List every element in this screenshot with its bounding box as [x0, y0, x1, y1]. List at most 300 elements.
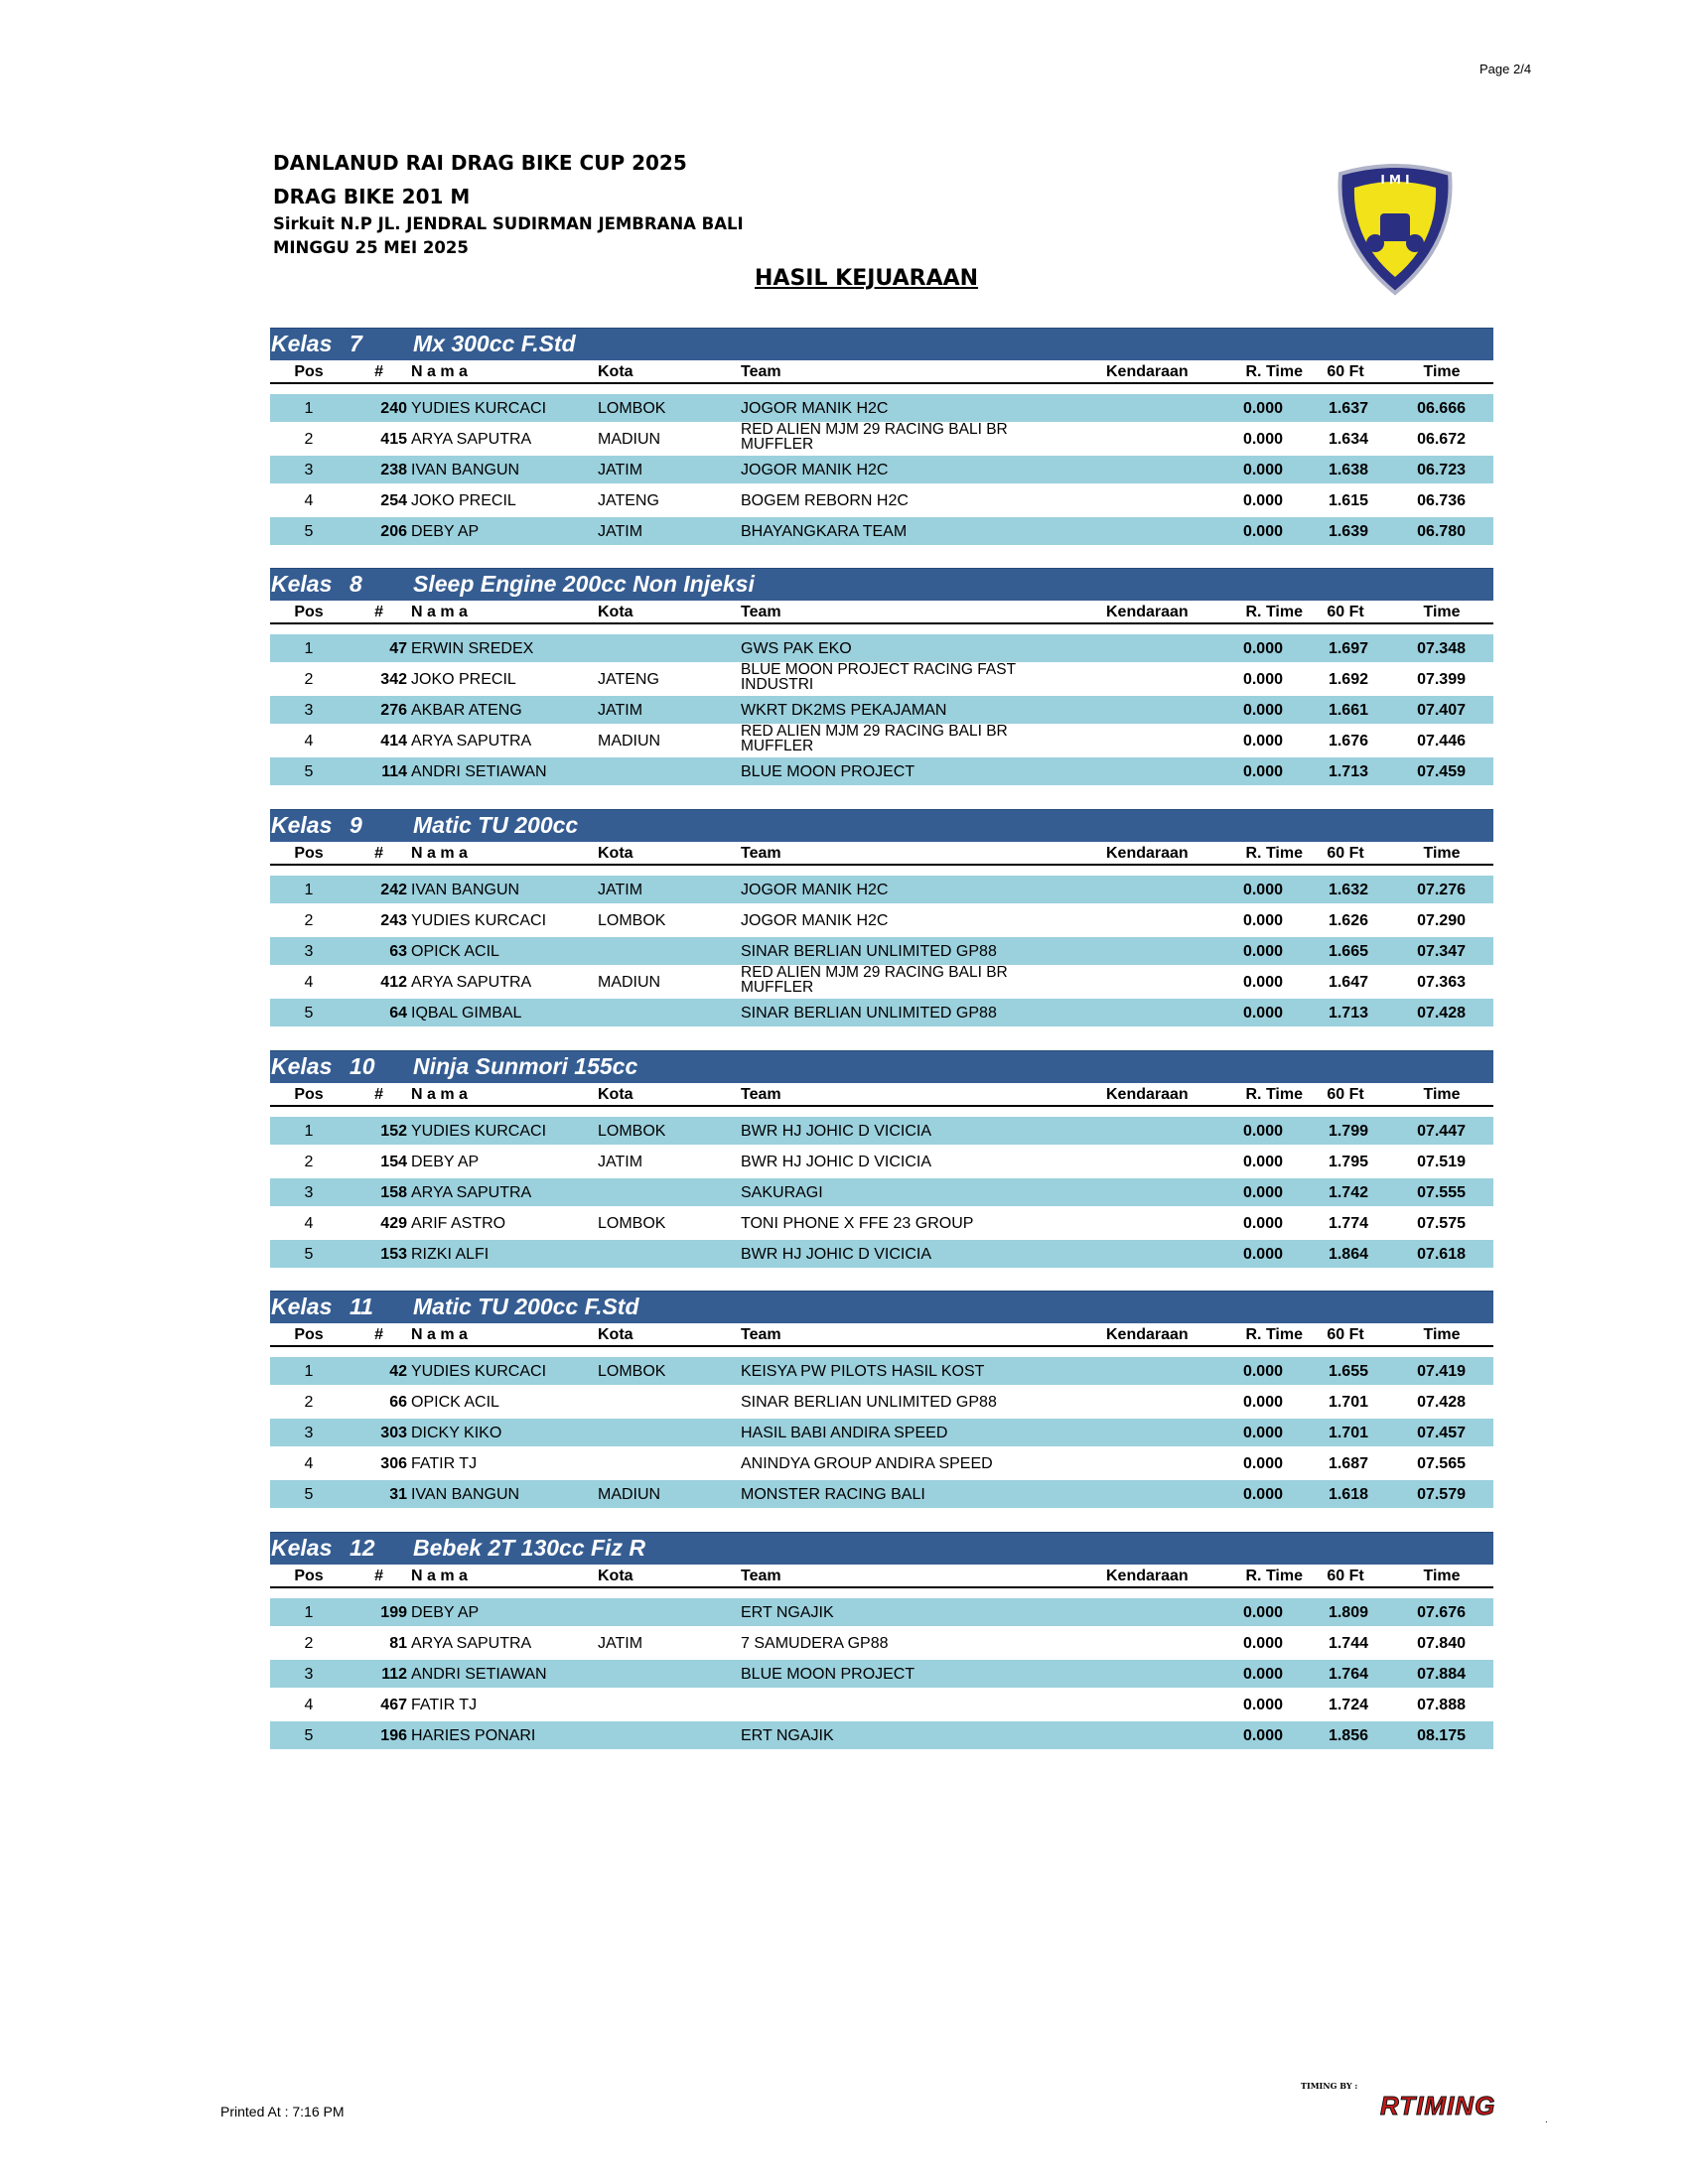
col-time: Time: [1423, 1326, 1461, 1343]
cell-num: 66: [389, 1394, 407, 1411]
col-60ft: 60 Ft: [1327, 845, 1364, 862]
cell-num: 206: [380, 523, 407, 540]
col-60ft: 60 Ft: [1327, 604, 1364, 620]
col-pos: Pos: [294, 604, 324, 620]
cell-ft60: 1.618: [1328, 1486, 1368, 1503]
cell-team: BWR HJ JOHIC D VICICIA: [741, 1246, 932, 1263]
class-name: Sleep Engine 200cc Non Injeksi: [413, 571, 755, 597]
cell-time: 07.399: [1417, 671, 1466, 688]
col-60ft: 60 Ft: [1327, 1568, 1364, 1584]
table-body: [270, 1117, 1493, 1268]
class-name: Mx 300cc F.Std: [413, 331, 576, 356]
col-name: N a m a: [411, 845, 468, 862]
cell-time: 07.276: [1417, 882, 1466, 898]
cell-time: 07.428: [1417, 1005, 1466, 1022]
cell-ft60: 1.856: [1328, 1727, 1368, 1744]
cell-time: 07.676: [1417, 1604, 1466, 1621]
cell-team: ERT NGAJIK: [741, 1604, 834, 1621]
table-header: [270, 1083, 1493, 1107]
col-60ft: 60 Ft: [1327, 1086, 1364, 1103]
cell-pos: 2: [304, 1154, 314, 1170]
cell-ft60: 1.697: [1328, 640, 1368, 657]
cell-rtime: 0.000: [1242, 943, 1283, 960]
col-team: Team: [741, 1326, 781, 1343]
col-time: Time: [1423, 1086, 1461, 1103]
cell-num: 342: [380, 671, 407, 688]
cell-rtime: 0.000: [1242, 1635, 1283, 1652]
col-kota: Kota: [598, 1568, 633, 1584]
cell-ft60: 1.665: [1328, 943, 1368, 960]
cell-rtime: 0.000: [1242, 1394, 1283, 1411]
table-row: [270, 757, 1493, 785]
table-header: [270, 601, 1493, 624]
cell-rtime: 0.000: [1242, 1604, 1283, 1621]
cell-pos: 4: [304, 974, 314, 991]
cell-ft60: 1.701: [1328, 1425, 1368, 1441]
cell-team: GWS PAK EKO: [741, 640, 852, 657]
cell-ft60: 1.799: [1328, 1123, 1368, 1140]
cell-rtime: 0.000: [1242, 523, 1283, 540]
cell-rtime: 0.000: [1242, 640, 1283, 657]
cell-num: 199: [380, 1604, 407, 1621]
cell-kota: MADIUN: [598, 974, 661, 991]
table-row: [270, 1209, 1493, 1237]
table-header: [270, 842, 1493, 866]
cell-time: 06.723: [1417, 462, 1466, 478]
cell-name: OPICK ACIL: [411, 943, 499, 960]
cell-ft60: 1.774: [1328, 1215, 1368, 1232]
cell-kota: LOMBOK: [598, 912, 666, 929]
cell-ft60: 1.692: [1328, 671, 1368, 688]
table-row: [270, 1240, 1493, 1268]
col-num: #: [374, 845, 383, 862]
table-row: [270, 937, 1493, 965]
cell-team: 7 SAMUDERA GP88: [741, 1635, 889, 1652]
cell-rtime: 0.000: [1242, 1363, 1283, 1380]
cell-pos: 1: [304, 882, 314, 898]
cell-pos: 2: [304, 431, 314, 448]
cell-kota: MADIUN: [598, 431, 661, 448]
col-team: Team: [741, 1086, 781, 1103]
table-header: [270, 360, 1493, 384]
cell-num: 158: [380, 1184, 407, 1201]
cell-num: 238: [380, 462, 407, 478]
col-rtime: R. Time: [1245, 363, 1303, 380]
cell-name: ARYA SAPUTRA: [411, 1635, 532, 1652]
cell-time: 07.446: [1417, 733, 1466, 750]
cell-rtime: 0.000: [1242, 912, 1283, 929]
cell-pos: 5: [304, 1005, 314, 1022]
cell-num: 243: [380, 912, 407, 929]
cell-name: YUDIES KURCACI: [411, 912, 547, 929]
cell-time: 06.780: [1417, 523, 1466, 540]
cell-team: ANINDYA GROUP ANDIRA SPEED: [741, 1455, 993, 1472]
kelas-number: 7: [350, 331, 362, 356]
cell-team: SINAR BERLIAN UNLIMITED GP88: [741, 943, 997, 960]
cell-name: HARIES PONARI: [411, 1727, 536, 1744]
cell-time: 07.840: [1417, 1635, 1466, 1652]
cell-num: 154: [380, 1154, 407, 1170]
cell-rtime: 0.000: [1242, 1455, 1283, 1472]
col-kendaraan: Kendaraan: [1106, 1086, 1189, 1103]
cell-ft60: 1.647: [1328, 974, 1368, 991]
cell-time: 07.618: [1417, 1246, 1466, 1263]
cell-num: 81: [389, 1635, 407, 1652]
cell-ft60: 1.661: [1328, 702, 1368, 719]
col-name: N a m a: [411, 1568, 468, 1584]
class-banner: [270, 328, 1493, 360]
table-row: [270, 1419, 1493, 1446]
cell-ft60: 1.687: [1328, 1455, 1368, 1472]
cell-pos: 3: [304, 1666, 314, 1683]
table-row: [270, 486, 1493, 514]
table-row: [270, 999, 1493, 1026]
cell-rtime: 0.000: [1242, 974, 1283, 991]
cell-pos: 5: [304, 1727, 314, 1744]
cell-rtime: 0.000: [1242, 492, 1283, 509]
cell-kota: JATIM: [598, 462, 643, 478]
cell-ft60: 1.626: [1328, 912, 1368, 929]
cell-kota: JATENG: [598, 671, 659, 688]
table-row: [270, 1598, 1493, 1626]
cell-name: ARYA SAPUTRA: [411, 1184, 532, 1201]
cell-time: 07.888: [1417, 1697, 1466, 1713]
table-row: [270, 1660, 1493, 1688]
table-row: [270, 394, 1493, 422]
cell-pos: 2: [304, 912, 314, 929]
col-kota: Kota: [598, 1086, 633, 1103]
cell-name: ERWIN SREDEX: [411, 640, 534, 657]
cell-kota: LOMBOK: [598, 1215, 666, 1232]
cell-time: 07.348: [1417, 640, 1466, 657]
cell-time: 07.884: [1417, 1666, 1466, 1683]
cell-name: IVAN BANGUN: [411, 462, 520, 478]
cell-name: ANDRI SETIAWAN: [411, 763, 547, 780]
table-row: [270, 1721, 1493, 1749]
cell-kota: MADIUN: [598, 733, 661, 750]
cell-team: RED ALIEN MJM 29 RACING BALI BR MUFFLER: [741, 965, 1008, 995]
cell-ft60: 1.795: [1328, 1154, 1368, 1170]
cell-num: 240: [380, 400, 407, 417]
cell-pos: 3: [304, 462, 314, 478]
cell-rtime: 0.000: [1242, 1666, 1283, 1683]
cell-pos: 3: [304, 1425, 314, 1441]
cell-rtime: 0.000: [1242, 1486, 1283, 1503]
cell-ft60: 1.637: [1328, 400, 1368, 417]
class-banner: [270, 568, 1493, 601]
cell-pos: 4: [304, 1697, 314, 1713]
cell-team: KEISYA PW PILOTS HASIL KOST: [741, 1363, 985, 1380]
cell-ft60: 1.701: [1328, 1394, 1368, 1411]
table-row: [270, 1388, 1493, 1416]
class-banner: [270, 809, 1493, 842]
cell-rtime: 0.000: [1242, 1246, 1283, 1263]
class-section-11: [270, 1291, 1493, 1511]
cell-name: DEBY AP: [411, 1604, 480, 1621]
logo-top-text: I M I: [1380, 173, 1410, 187]
kelas-number: 8: [350, 571, 362, 597]
cell-time: 06.666: [1417, 400, 1466, 417]
cell-team: BHAYANGKARA TEAM: [741, 523, 908, 540]
cell-num: 152: [380, 1123, 407, 1140]
cell-time: 07.565: [1417, 1455, 1466, 1472]
event-date: MINGGU 25 MEI 2025: [273, 238, 469, 257]
class-section-8: [270, 568, 1493, 788]
col-num: #: [374, 1326, 383, 1343]
cell-rtime: 0.000: [1242, 882, 1283, 898]
cell-ft60: 1.634: [1328, 431, 1368, 448]
col-time: Time: [1423, 604, 1461, 620]
col-num: #: [374, 363, 383, 380]
col-team: Team: [741, 363, 781, 380]
cell-num: 64: [389, 1005, 407, 1022]
event-subtitle: DRAG BIKE 201 M: [273, 185, 471, 208]
table-row: [270, 724, 1493, 754]
cell-ft60: 1.764: [1328, 1666, 1368, 1683]
table-body: [270, 1598, 1493, 1749]
col-pos: Pos: [294, 1086, 324, 1103]
cell-kota: JATIM: [598, 1635, 643, 1652]
cell-time: 07.555: [1417, 1184, 1466, 1201]
cell-team: BWR HJ JOHIC D VICICIA: [741, 1154, 932, 1170]
cell-rtime: 0.000: [1242, 1005, 1283, 1022]
table-row: [270, 1117, 1493, 1145]
cell-ft60: 1.742: [1328, 1184, 1368, 1201]
cell-team: ERT NGAJIK: [741, 1727, 834, 1744]
class-name: Matic TU 200cc: [413, 812, 579, 838]
cell-ft60: 1.615: [1328, 492, 1368, 509]
cell-num: 153: [380, 1246, 407, 1263]
col-60ft: 60 Ft: [1327, 363, 1364, 380]
col-kota: Kota: [598, 845, 633, 862]
imi-emblem-icon: [1331, 164, 1460, 298]
cell-name: RIZKI ALFI: [411, 1246, 490, 1263]
kelas-label: Kelas: [271, 1294, 333, 1319]
cell-team: WKRT DK2MS PEKAJAMAN: [741, 702, 947, 719]
cell-ft60: 1.655: [1328, 1363, 1368, 1380]
cell-team: HASIL BABI ANDIRA SPEED: [741, 1425, 948, 1441]
cell-num: 306: [380, 1455, 407, 1472]
cell-kota: LOMBOK: [598, 1363, 666, 1380]
cell-name: YUDIES KURCACI: [411, 1363, 547, 1380]
table-row: [270, 1480, 1493, 1508]
class-name: Ninja Sunmori 155cc: [413, 1053, 638, 1079]
table-body: [270, 876, 1493, 1026]
cell-name: YUDIES KURCACI: [411, 1123, 547, 1140]
cell-pos: 2: [304, 671, 314, 688]
timing-logo: [1301, 2081, 1519, 2130]
cell-name: FATIR TJ: [411, 1455, 478, 1472]
cell-pos: 3: [304, 943, 314, 960]
cell-name: FATIR TJ: [411, 1697, 478, 1713]
table-row: [270, 1357, 1493, 1385]
cell-ft60: 1.864: [1328, 1246, 1368, 1263]
cell-name: AKBAR ATENG: [411, 702, 522, 719]
cell-time: 07.457: [1417, 1425, 1466, 1441]
class-section-10: [270, 1050, 1493, 1271]
class-banner: [270, 1532, 1493, 1565]
cell-pos: 2: [304, 1394, 314, 1411]
cell-rtime: 0.000: [1242, 1154, 1283, 1170]
table-row: [270, 696, 1493, 724]
printed-at: Printed At : 7:16 PM: [220, 2104, 345, 2119]
cell-ft60: 1.676: [1328, 733, 1368, 750]
cell-num: 31: [389, 1486, 407, 1503]
cell-team: BLUE MOON PROJECT: [741, 1666, 915, 1683]
cell-pos: 1: [304, 400, 314, 417]
col-num: #: [374, 1086, 383, 1103]
col-kendaraan: Kendaraan: [1106, 1326, 1189, 1343]
timing-brand: RTIMING: [1380, 2091, 1496, 2120]
cell-team: SINAR BERLIAN UNLIMITED GP88: [741, 1005, 997, 1022]
cell-pos: 2: [304, 1635, 314, 1652]
cell-time: 07.363: [1417, 974, 1466, 991]
col-rtime: R. Time: [1245, 1568, 1303, 1584]
table-row: [270, 1178, 1493, 1206]
col-rtime: R. Time: [1245, 1086, 1303, 1103]
table-row: [270, 1449, 1493, 1477]
cell-num: 47: [389, 640, 407, 657]
cell-team: BWR HJ JOHIC D VICICIA: [741, 1123, 932, 1140]
cell-ft60: 1.713: [1328, 763, 1368, 780]
cell-ft60: 1.638: [1328, 462, 1368, 478]
class-banner: [270, 1050, 1493, 1083]
cell-kota: LOMBOK: [598, 1123, 666, 1140]
cell-rtime: 0.000: [1242, 1425, 1283, 1441]
cell-team: BLUE MOON PROJECT: [741, 763, 915, 780]
table-row: [270, 965, 1493, 996]
cell-time: 07.290: [1417, 912, 1466, 929]
timing-by-label: TIMING BY :: [1301, 2081, 1358, 2091]
event-venue: Sirkuit N.P JL. JENDRAL SUDIRMAN JEMBRANA BALI: [273, 214, 744, 233]
col-kota: Kota: [598, 363, 633, 380]
cell-time: 07.347: [1417, 943, 1466, 960]
table-row: [270, 634, 1493, 662]
col-kota: Kota: [598, 1326, 633, 1343]
cell-name: IQBAL GIMBAL: [411, 1005, 522, 1022]
cell-num: 63: [389, 943, 407, 960]
cell-team: JOGOR MANIK H2C: [741, 912, 889, 929]
cell-kota: LOMBOK: [598, 400, 666, 417]
col-60ft: 60 Ft: [1327, 1326, 1364, 1343]
cell-name: ANDRI SETIAWAN: [411, 1666, 547, 1683]
kelas-label: Kelas: [271, 1053, 333, 1079]
table-row: [270, 876, 1493, 903]
class-name: Bebek 2T 130cc Fiz R: [413, 1535, 645, 1561]
class-section-7: [270, 328, 1493, 548]
cell-num: 414: [380, 733, 407, 750]
cell-ft60: 1.744: [1328, 1635, 1368, 1652]
kelas-number: 12: [350, 1535, 375, 1561]
col-pos: Pos: [294, 1326, 324, 1343]
cell-time: 07.575: [1417, 1215, 1466, 1232]
col-kendaraan: Kendaraan: [1106, 845, 1189, 862]
col-kota: Kota: [598, 604, 633, 620]
cell-team: JOGOR MANIK H2C: [741, 462, 889, 478]
col-name: N a m a: [411, 1086, 468, 1103]
col-team: Team: [741, 1568, 781, 1584]
cell-pos: 5: [304, 763, 314, 780]
cell-num: 242: [380, 882, 407, 898]
table-row: [270, 1629, 1493, 1657]
col-kendaraan: Kendaraan: [1106, 363, 1189, 380]
cell-rtime: 0.000: [1242, 763, 1283, 780]
col-time: Time: [1423, 363, 1461, 380]
col-time: Time: [1423, 1568, 1461, 1584]
table-body: [270, 634, 1493, 785]
cell-team: BOGEM REBORN H2C: [741, 492, 909, 509]
cell-name: JOKO PRECIL: [411, 671, 516, 688]
event-title: DANLANUD RAI DRAG BIKE CUP 2025: [273, 151, 687, 175]
cell-rtime: 0.000: [1242, 1697, 1283, 1713]
table-row: [270, 422, 1493, 453]
cell-num: 196: [380, 1727, 407, 1744]
cell-num: 415: [380, 431, 407, 448]
cell-rtime: 0.000: [1242, 671, 1283, 688]
col-kendaraan: Kendaraan: [1106, 1568, 1189, 1584]
table-row: [270, 517, 1493, 545]
col-pos: Pos: [294, 845, 324, 862]
col-name: N a m a: [411, 604, 468, 620]
cell-pos: 1: [304, 1604, 314, 1621]
cell-num: 412: [380, 974, 407, 991]
cell-team: JOGOR MANIK H2C: [741, 400, 889, 417]
cell-name: DEBY AP: [411, 1154, 480, 1170]
cell-time: 07.519: [1417, 1154, 1466, 1170]
cell-pos: 5: [304, 1486, 314, 1503]
table-body: [270, 394, 1493, 545]
cell-ft60: 1.632: [1328, 882, 1368, 898]
cell-kota: JATIM: [598, 702, 643, 719]
table-row: [270, 906, 1493, 934]
cell-num: 42: [389, 1363, 407, 1380]
table-row: [270, 1148, 1493, 1175]
col-team: Team: [741, 604, 781, 620]
page-number: Page 2/4: [1479, 62, 1532, 76]
cell-team: RED ALIEN MJM 29 RACING BALI BR MUFFLER: [741, 724, 1008, 753]
cell-pos: 1: [304, 640, 314, 657]
kelas-label: Kelas: [271, 331, 333, 356]
cell-time: 07.579: [1417, 1486, 1466, 1503]
cell-ft60: 1.809: [1328, 1604, 1368, 1621]
cell-time: 08.175: [1417, 1727, 1466, 1744]
col-rtime: R. Time: [1245, 1326, 1303, 1343]
cell-time: 07.459: [1417, 763, 1466, 780]
cell-num: 114: [381, 763, 407, 780]
col-name: N a m a: [411, 1326, 468, 1343]
cell-kota: MADIUN: [598, 1486, 661, 1503]
cell-pos: 3: [304, 702, 314, 719]
cell-num: 276: [380, 702, 407, 719]
cell-pos: 4: [304, 733, 314, 750]
cell-pos: 4: [304, 1215, 314, 1232]
cell-num: 254: [380, 492, 407, 509]
col-kendaraan: Kendaraan: [1106, 604, 1189, 620]
cell-ft60: 1.724: [1328, 1697, 1368, 1713]
cell-team: BLUE MOON PROJECT RACING FAST INDUSTRI: [741, 662, 1016, 692]
cell-kota: JATIM: [598, 882, 643, 898]
cell-name: ARYA SAPUTRA: [411, 733, 532, 750]
cell-team: SINAR BERLIAN UNLIMITED GP88: [741, 1394, 997, 1411]
cell-rtime: 0.000: [1242, 462, 1283, 478]
cell-pos: 4: [304, 492, 314, 509]
cell-time: 06.672: [1417, 431, 1466, 448]
kelas-label: Kelas: [271, 812, 333, 838]
col-rtime: R. Time: [1245, 845, 1303, 862]
cell-rtime: 0.000: [1242, 431, 1283, 448]
cell-team: TONI PHONE X FFE 23 GROUP: [741, 1215, 974, 1232]
cell-name: DEBY AP: [411, 523, 480, 540]
